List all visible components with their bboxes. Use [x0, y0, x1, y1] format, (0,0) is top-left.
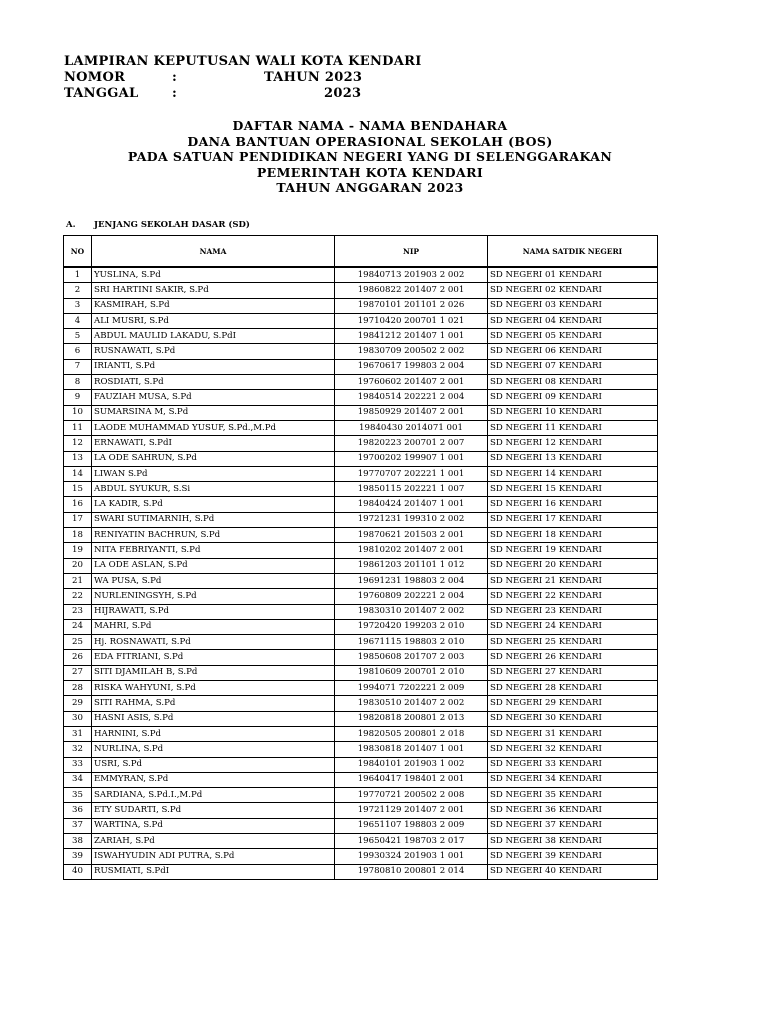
cell-nama: KASMIRAH, S.Pd: [92, 298, 335, 313]
cell-no: 21: [64, 573, 92, 588]
cell-nama: WARTINA, S.Pd: [92, 818, 335, 833]
cell-no: 32: [64, 742, 92, 757]
cell-nip: 19820505 200801 2 018: [335, 726, 488, 741]
cell-no: 39: [64, 849, 92, 864]
cell-satdik: SD NEGERI 05 KENDARI: [488, 329, 658, 344]
cell-no: 19: [64, 543, 92, 558]
cell-no: 36: [64, 803, 92, 818]
cell-satdik: SD NEGERI 19 KENDARI: [488, 543, 658, 558]
table-row: [64, 267, 658, 283]
cell-nama: ETY SUDARTI, S.Pd: [92, 803, 335, 818]
cell-nip: 19820223 200701 2 007: [335, 436, 488, 451]
cell-satdik: SD NEGERI 23 KENDARI: [488, 604, 658, 619]
cell-satdik: SD NEGERI 04 KENDARI: [488, 313, 658, 328]
cell-nip: 19691231 198803 2 004: [335, 573, 488, 588]
cell-satdik: SD NEGERI 21 KENDARI: [488, 573, 658, 588]
table-row: [64, 436, 658, 451]
cell-nama: RUSNAWATI, S.Pd: [92, 344, 335, 359]
cell-nip: 19721231 199310 2 002: [335, 512, 488, 527]
title-line-4: PEMERINTAH KOTA KENDARI: [256, 164, 484, 180]
cell-satdik: SD NEGERI 40 KENDARI: [488, 864, 658, 879]
cell-nip: 19810609 200701 2 010: [335, 665, 488, 680]
cell-nip: 19651107 198803 2 009: [335, 818, 488, 833]
cell-nip: 19760809 202221 2 004: [335, 589, 488, 604]
cell-no: 18: [64, 528, 92, 543]
table-row: [64, 864, 658, 879]
title-line-3: PADA SATUAN PENDIDIKAN NEGERI YANG DI SELENGGARAKAN: [127, 149, 613, 164]
cell-satdik: SD NEGERI 34 KENDARI: [488, 772, 658, 787]
table-row: [64, 390, 658, 405]
cell-nama: MAHRI, S.Pd: [92, 619, 335, 634]
cell-nama: Hj. ROSNAWATI, S.Pd: [92, 635, 335, 650]
table-row: [64, 726, 658, 741]
cell-satdik: SD NEGERI 06 KENDARI: [488, 344, 658, 359]
cell-no: 15: [64, 482, 92, 497]
cell-satdik: SD NEGERI 13 KENDARI: [488, 451, 658, 466]
cell-satdik: SD NEGERI 33 KENDARI: [488, 757, 658, 772]
cell-no: 22: [64, 589, 92, 604]
cell-no: 35: [64, 788, 92, 803]
cell-nama: LAODE MUHAMMAD YUSUF, S.Pd.,M.Pd: [92, 420, 335, 435]
cell-nip: 19870621 201503 2 001: [335, 528, 488, 543]
cell-nama: NITA FEBRIYANTI, S.Pd: [92, 543, 335, 558]
cell-nip: 19850115 202221 1 007: [335, 482, 488, 497]
cell-nip: 19830310 201407 2 002: [335, 604, 488, 619]
cell-no: 2: [64, 283, 92, 298]
table-row: [64, 788, 658, 803]
cell-satdik: SD NEGERI 37 KENDARI: [488, 818, 658, 833]
cell-satdik: SD NEGERI 07 KENDARI: [488, 359, 658, 374]
section-heading: [66, 220, 250, 230]
tanggal-colon: :: [172, 86, 178, 101]
table-row: [64, 497, 658, 512]
cell-nama: ROSDIATI, S.Pd: [92, 375, 335, 390]
cell-satdik: SD NEGERI 38 KENDARI: [488, 833, 658, 848]
cell-nama: USRI, S.Pd: [92, 757, 335, 772]
col-header-nip: NIP: [335, 236, 488, 268]
header-title: LAMPIRAN KEPUTUSAN WALI KOTA KENDARI: [64, 54, 422, 69]
cell-nama: SITI DJAMILAH B, S.Pd: [92, 665, 335, 680]
table-row: [64, 619, 658, 634]
cell-no: 20: [64, 558, 92, 573]
table-row: [64, 757, 658, 772]
cell-no: 30: [64, 711, 92, 726]
cell-nama: ABDUL SYUKUR, S.Si: [92, 482, 335, 497]
cell-satdik: SD NEGERI 08 KENDARI: [488, 375, 658, 390]
cell-no: 23: [64, 604, 92, 619]
cell-nip: 19770707 202221 1 001: [335, 466, 488, 481]
cell-nama: IRIANTI, S.Pd: [92, 359, 335, 374]
cell-nip: 19850929 201407 2 001: [335, 405, 488, 420]
table-row: [64, 313, 658, 328]
tanggal-value: 2023: [324, 86, 362, 101]
cell-nip: 19840101 201903 1 002: [335, 757, 488, 772]
cell-nip: 19830818 201407 1 001: [335, 742, 488, 757]
cell-satdik: SD NEGERI 18 KENDARI: [488, 528, 658, 543]
table-row: [64, 742, 658, 757]
cell-no: 27: [64, 665, 92, 680]
cell-no: 14: [64, 466, 92, 481]
cell-no: 34: [64, 772, 92, 787]
cell-satdik: SD NEGERI 32 KENDARI: [488, 742, 658, 757]
cell-nip: 19650421 198703 2 017: [335, 833, 488, 848]
cell-nip: 19860822 201407 2 001: [335, 283, 488, 298]
table-row: [64, 482, 658, 497]
table-row: [64, 650, 658, 665]
table-row: [64, 344, 658, 359]
cell-nama: SARDIANA, S.Pd.I.,M.Pd: [92, 788, 335, 803]
cell-no: 31: [64, 726, 92, 741]
cell-satdik: SD NEGERI 01 KENDARI: [488, 267, 658, 283]
cell-satdik: SD NEGERI 30 KENDARI: [488, 711, 658, 726]
cell-nip: 19721129 201407 2 001: [335, 803, 488, 818]
cell-nama: ZARIAH, S.Pd: [92, 833, 335, 848]
cell-satdik: SD NEGERI 11 KENDARI: [488, 420, 658, 435]
cell-satdik: SD NEGERI 26 KENDARI: [488, 650, 658, 665]
table-row: [64, 635, 658, 650]
treasurer-table: [63, 235, 658, 880]
cell-no: 28: [64, 681, 92, 696]
cell-no: 24: [64, 619, 92, 634]
cell-no: 17: [64, 512, 92, 527]
cell-nip: 19850608 201707 2 003: [335, 650, 488, 665]
table-row: [64, 329, 658, 344]
cell-nama: NURLINA, S.Pd: [92, 742, 335, 757]
table-row: [64, 359, 658, 374]
table-row: [64, 405, 658, 420]
cell-satdik: SD NEGERI 27 KENDARI: [488, 665, 658, 680]
cell-nama: YUSLINA, S.Pd: [92, 267, 335, 283]
cell-nama: SUMARSINA M, S.Pd: [92, 405, 335, 420]
table-row: [64, 512, 658, 527]
cell-satdik: SD NEGERI 20 KENDARI: [488, 558, 658, 573]
cell-nama: LA ODE SAHRUN, S.Pd: [92, 451, 335, 466]
cell-nama: NURLENINGSYH, S.Pd: [92, 589, 335, 604]
col-header-nama: NAMA: [92, 236, 335, 268]
cell-nama: ISWAHYUDIN ADI PUTRA, S.Pd: [92, 849, 335, 864]
table-row: [64, 833, 658, 848]
cell-nip: 19840713 201903 2 002: [335, 267, 488, 283]
cell-satdik: SD NEGERI 36 KENDARI: [488, 803, 658, 818]
cell-no: 13: [64, 451, 92, 466]
cell-nama: WA PUSA, S.Pd: [92, 573, 335, 588]
table-row: [64, 375, 658, 390]
cell-nama: LA ODE ASLAN, S.Pd: [92, 558, 335, 573]
cell-nip: 19840424 201407 1 001: [335, 497, 488, 512]
table-row: [64, 283, 658, 298]
table-row: [64, 818, 658, 833]
cell-no: 40: [64, 864, 92, 879]
nomor-label: NOMOR: [64, 70, 126, 85]
table-row: [64, 451, 658, 466]
table-row: [64, 528, 658, 543]
cell-no: 4: [64, 313, 92, 328]
tanggal-label: TANGGAL: [64, 86, 139, 101]
nomor-colon: :: [172, 70, 178, 85]
section-letter: A.: [66, 220, 76, 230]
nomor-value: TAHUN 2023: [264, 70, 363, 85]
cell-nip: 19840514 202221 2 004: [335, 390, 488, 405]
cell-satdik: SD NEGERI 22 KENDARI: [488, 589, 658, 604]
cell-nip: 19640417 198401 2 001: [335, 772, 488, 787]
table-row: [64, 573, 658, 588]
cell-no: 7: [64, 359, 92, 374]
cell-nama: HARNINI, S.Pd: [92, 726, 335, 741]
cell-nama: EDA FITRIANI, S.Pd: [92, 650, 335, 665]
cell-satdik: SD NEGERI 29 KENDARI: [488, 696, 658, 711]
cell-nama: EMMYRAN, S.Pd: [92, 772, 335, 787]
cell-satdik: SD NEGERI 02 KENDARI: [488, 283, 658, 298]
cell-nip: 19841212 201407 1 001: [335, 329, 488, 344]
cell-nip: 19720420 199203 2 010: [335, 619, 488, 634]
table-row: [64, 558, 658, 573]
cell-nama: RUSMIATI, S.PdI: [92, 864, 335, 879]
cell-no: 3: [64, 298, 92, 313]
table-row: [64, 665, 658, 680]
table-row: [64, 466, 658, 481]
cell-no: 33: [64, 757, 92, 772]
cell-nama: LIWAN S.Pd: [92, 466, 335, 481]
cell-nip: 19760602 201407 2 001: [335, 375, 488, 390]
title-line-5: TAHUN ANGGARAN 2023: [276, 180, 464, 195]
cell-nip: 19861203 201101 1 012: [335, 558, 488, 573]
cell-no: 26: [64, 650, 92, 665]
cell-nip: 19780810 200801 2 014: [335, 864, 488, 879]
cell-satdik: SD NEGERI 35 KENDARI: [488, 788, 658, 803]
cell-nama: ABDUL MAULID LAKADU, S.PdI: [92, 329, 335, 344]
cell-nip: 19810202 201407 2 001: [335, 543, 488, 558]
cell-nip: 19820818 200801 2 013: [335, 711, 488, 726]
cell-satdik: SD NEGERI 24 KENDARI: [488, 619, 658, 634]
table-body: [64, 267, 658, 879]
cell-nip: 1994071 7202221 2 009: [335, 681, 488, 696]
cell-satdik: SD NEGERI 10 KENDARI: [488, 405, 658, 420]
cell-nip: 19930324 201903 1 001: [335, 849, 488, 864]
cell-satdik: SD NEGERI 31 KENDARI: [488, 726, 658, 741]
cell-satdik: SD NEGERI 12 KENDARI: [488, 436, 658, 451]
cell-satdik: SD NEGERI 16 KENDARI: [488, 497, 658, 512]
cell-no: 9: [64, 390, 92, 405]
table-row: [64, 681, 658, 696]
cell-no: 10: [64, 405, 92, 420]
cell-no: 6: [64, 344, 92, 359]
table-row: [64, 604, 658, 619]
table-header-row: [64, 236, 658, 268]
cell-nip: 19870101 201101 2 026: [335, 298, 488, 313]
cell-nip: 19840430 2014071 001: [335, 420, 488, 435]
cell-no: 5: [64, 329, 92, 344]
cell-nama: ERNAWATI, S.PdI: [92, 436, 335, 451]
cell-no: 11: [64, 420, 92, 435]
cell-satdik: SD NEGERI 14 KENDARI: [488, 466, 658, 481]
cell-satdik: SD NEGERI 39 KENDARI: [488, 849, 658, 864]
cell-satdik: SD NEGERI 03 KENDARI: [488, 298, 658, 313]
table-row: [64, 298, 658, 313]
cell-satdik: SD NEGERI 17 KENDARI: [488, 512, 658, 527]
table-row: [64, 803, 658, 818]
cell-no: 38: [64, 833, 92, 848]
col-header-satdik: NAMA SATDIK NEGERI: [488, 236, 658, 268]
cell-no: 8: [64, 375, 92, 390]
cell-satdik: SD NEGERI 25 KENDARI: [488, 635, 658, 650]
cell-nama: RENIYATIN BACHRUN, S.Pd: [92, 528, 335, 543]
table-row: [64, 589, 658, 604]
cell-nama: ALI MUSRI, S.Pd: [92, 313, 335, 328]
cell-no: 12: [64, 436, 92, 451]
cell-nip: 19710420 200701 1 021: [335, 313, 488, 328]
table-row: [64, 849, 658, 864]
table-row: [64, 420, 658, 435]
table-row: [64, 711, 658, 726]
title-line-2: DANA BANTUAN OPERASIONAL SEKOLAH (BOS): [187, 133, 553, 149]
cell-nama: SITI RAHMA, S.Pd: [92, 696, 335, 711]
cell-nip: 19770721 200502 2 008: [335, 788, 488, 803]
cell-nama: FAUZIAH MUSA, S.Pd: [92, 390, 335, 405]
col-header-no: NO: [64, 236, 92, 268]
cell-nip: 19830709 200502 2 002: [335, 344, 488, 359]
table-row: [64, 772, 658, 787]
cell-no: 1: [64, 267, 92, 283]
cell-nama: SRI HARTINI SAKIR, S.Pd: [92, 283, 335, 298]
cell-nama: RISKA WAHYUNI, S.Pd: [92, 681, 335, 696]
cell-satdik: SD NEGERI 28 KENDARI: [488, 681, 658, 696]
cell-nama: SWARI SUTIMARNIH, S.Pd: [92, 512, 335, 527]
cell-nip: 19830510 201407 2 002: [335, 696, 488, 711]
document-title: [0, 118, 740, 196]
cell-nama: HASNI ASIS, S.Pd: [92, 711, 335, 726]
cell-satdik: SD NEGERI 15 KENDARI: [488, 482, 658, 497]
cell-no: 25: [64, 635, 92, 650]
title-line-1: DAFTAR NAMA - NAMA BENDAHARA: [232, 118, 508, 133]
cell-no: 16: [64, 497, 92, 512]
cell-no: 29: [64, 696, 92, 711]
cell-nip: 19700202 199907 1 001: [335, 451, 488, 466]
cell-satdik: SD NEGERI 09 KENDARI: [488, 390, 658, 405]
section-label: JENJANG SEKOLAH DASAR (SD): [94, 220, 250, 230]
cell-nip: 19670617 199803 2 004: [335, 359, 488, 374]
cell-nip: 19671115 198803 2 010: [335, 635, 488, 650]
cell-nama: LA KADIR, S.Pd: [92, 497, 335, 512]
table-row: [64, 696, 658, 711]
cell-no: 37: [64, 818, 92, 833]
cell-nama: HIJRAWATI, S.Pd: [92, 604, 335, 619]
table-row: [64, 543, 658, 558]
